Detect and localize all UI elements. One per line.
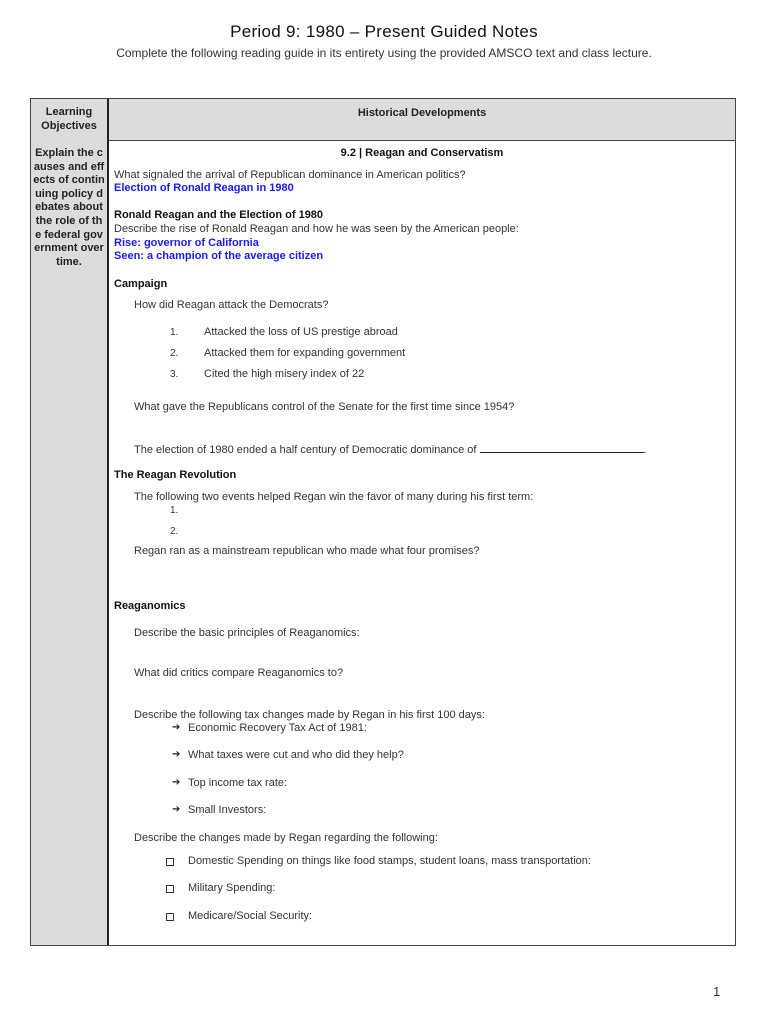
column-divider [107,99,109,945]
tax-item: Small Investors: [188,804,267,816]
period: . [643,444,647,456]
arrow-bullet-icon: ➔ [172,749,181,760]
attack-item-text: Attacked them for expanding government [204,347,406,359]
question-critics: What did critics compare Reaganomics to? [134,667,344,679]
heading-election-1980: Ronald Reagan and the Election of 1980 [114,209,324,221]
question-rise-of-reagan: Describe the rise of Ronald Reagan and how he was seen by the American people: [114,223,519,235]
arrow-bullet-icon: ➔ [172,804,181,815]
answer-blank-line [480,442,644,453]
tax-item: What taxes were cut and who did they help? [188,749,404,761]
checkbox-icon [166,885,174,893]
checkbox-icon [166,913,174,921]
answer-republican-dominance: Election of Ronald Reagan in 1980 [114,182,294,194]
heading-campaign: Campaign [114,278,168,290]
learning-objective-text: Explain the causes and effects of continuing policy debates about the role of the federal government over time. [33,147,105,268]
question-principles: Describe the basic principles of Reaganomics: [134,627,360,639]
heading-reaganomics: Reaganomics [114,600,186,612]
heading-reagan-revolution: The Reagan Revolution [114,469,237,481]
page-number: 1 [713,984,721,999]
event-number: 2. [170,526,179,537]
question-election-1980 [134,442,647,456]
question-four-promises: Regan ran as a mainstream republican who made what four promises? [134,545,480,557]
arrow-bullet-icon: ➔ [172,777,181,788]
question-election-1980-text: The election of 1980 ended a half century of Democratic dominance of [134,444,477,456]
attack-item-number: 2. [170,348,179,359]
change-item: Domestic Spending on things like food stamps, student loans, mass transportation: [188,855,591,867]
tax-item: Top income tax rate: [188,777,288,789]
attack-item-number: 1. [170,327,179,338]
learning-objectives-cell [31,140,107,945]
section-title: 9.2 | Reagan and Conservatism [340,147,504,159]
checkbox-icon [166,858,174,866]
attack-item-text: Cited the high misery index of 22 [204,368,365,380]
question-two-events: The following two events helped Regan win the favor of many during his first term: [134,491,534,503]
question-attack-democrats: How did Reagan attack the Democrats? [134,299,329,311]
answer-seen: Seen: a champion of the average citizen [114,250,324,262]
question-tax-changes: Describe the following tax changes made by Regan in his first 100 days: [134,709,485,721]
answer-rise: Rise: governor of California [114,237,259,249]
learning-objectives-header: Learning Objectives [41,106,97,132]
change-item: Medicare/Social Security: [188,910,313,922]
event-number: 1. [170,505,179,516]
attack-item-text: Attacked the loss of US prestige abroad [204,326,398,338]
arrow-bullet-icon: ➔ [172,722,181,733]
question-spending-changes: Describe the changes made by Regan regarding the following: [134,832,438,844]
table-header-row [31,99,735,141]
page-title: Period 9: 1980 – Present Guided Notes [230,22,538,41]
question-senate-control: What gave the Republicans control of the Senate for the first time since 1954? [134,401,515,413]
historical-developments-header: Historical Developments [357,107,487,119]
tax-item: Economic Recovery Tax Act of 1981: [188,722,367,734]
question-republican-dominance: What signaled the arrival of Republican dominance in American politics? [114,169,466,181]
guided-notes-table [30,98,736,946]
change-item: Military Spending: [188,882,276,894]
page-subtitle: Complete the following reading guide in its entirety using the provided AMSCO text and class lecture. [116,46,652,60]
attack-item-number: 3. [170,369,179,380]
